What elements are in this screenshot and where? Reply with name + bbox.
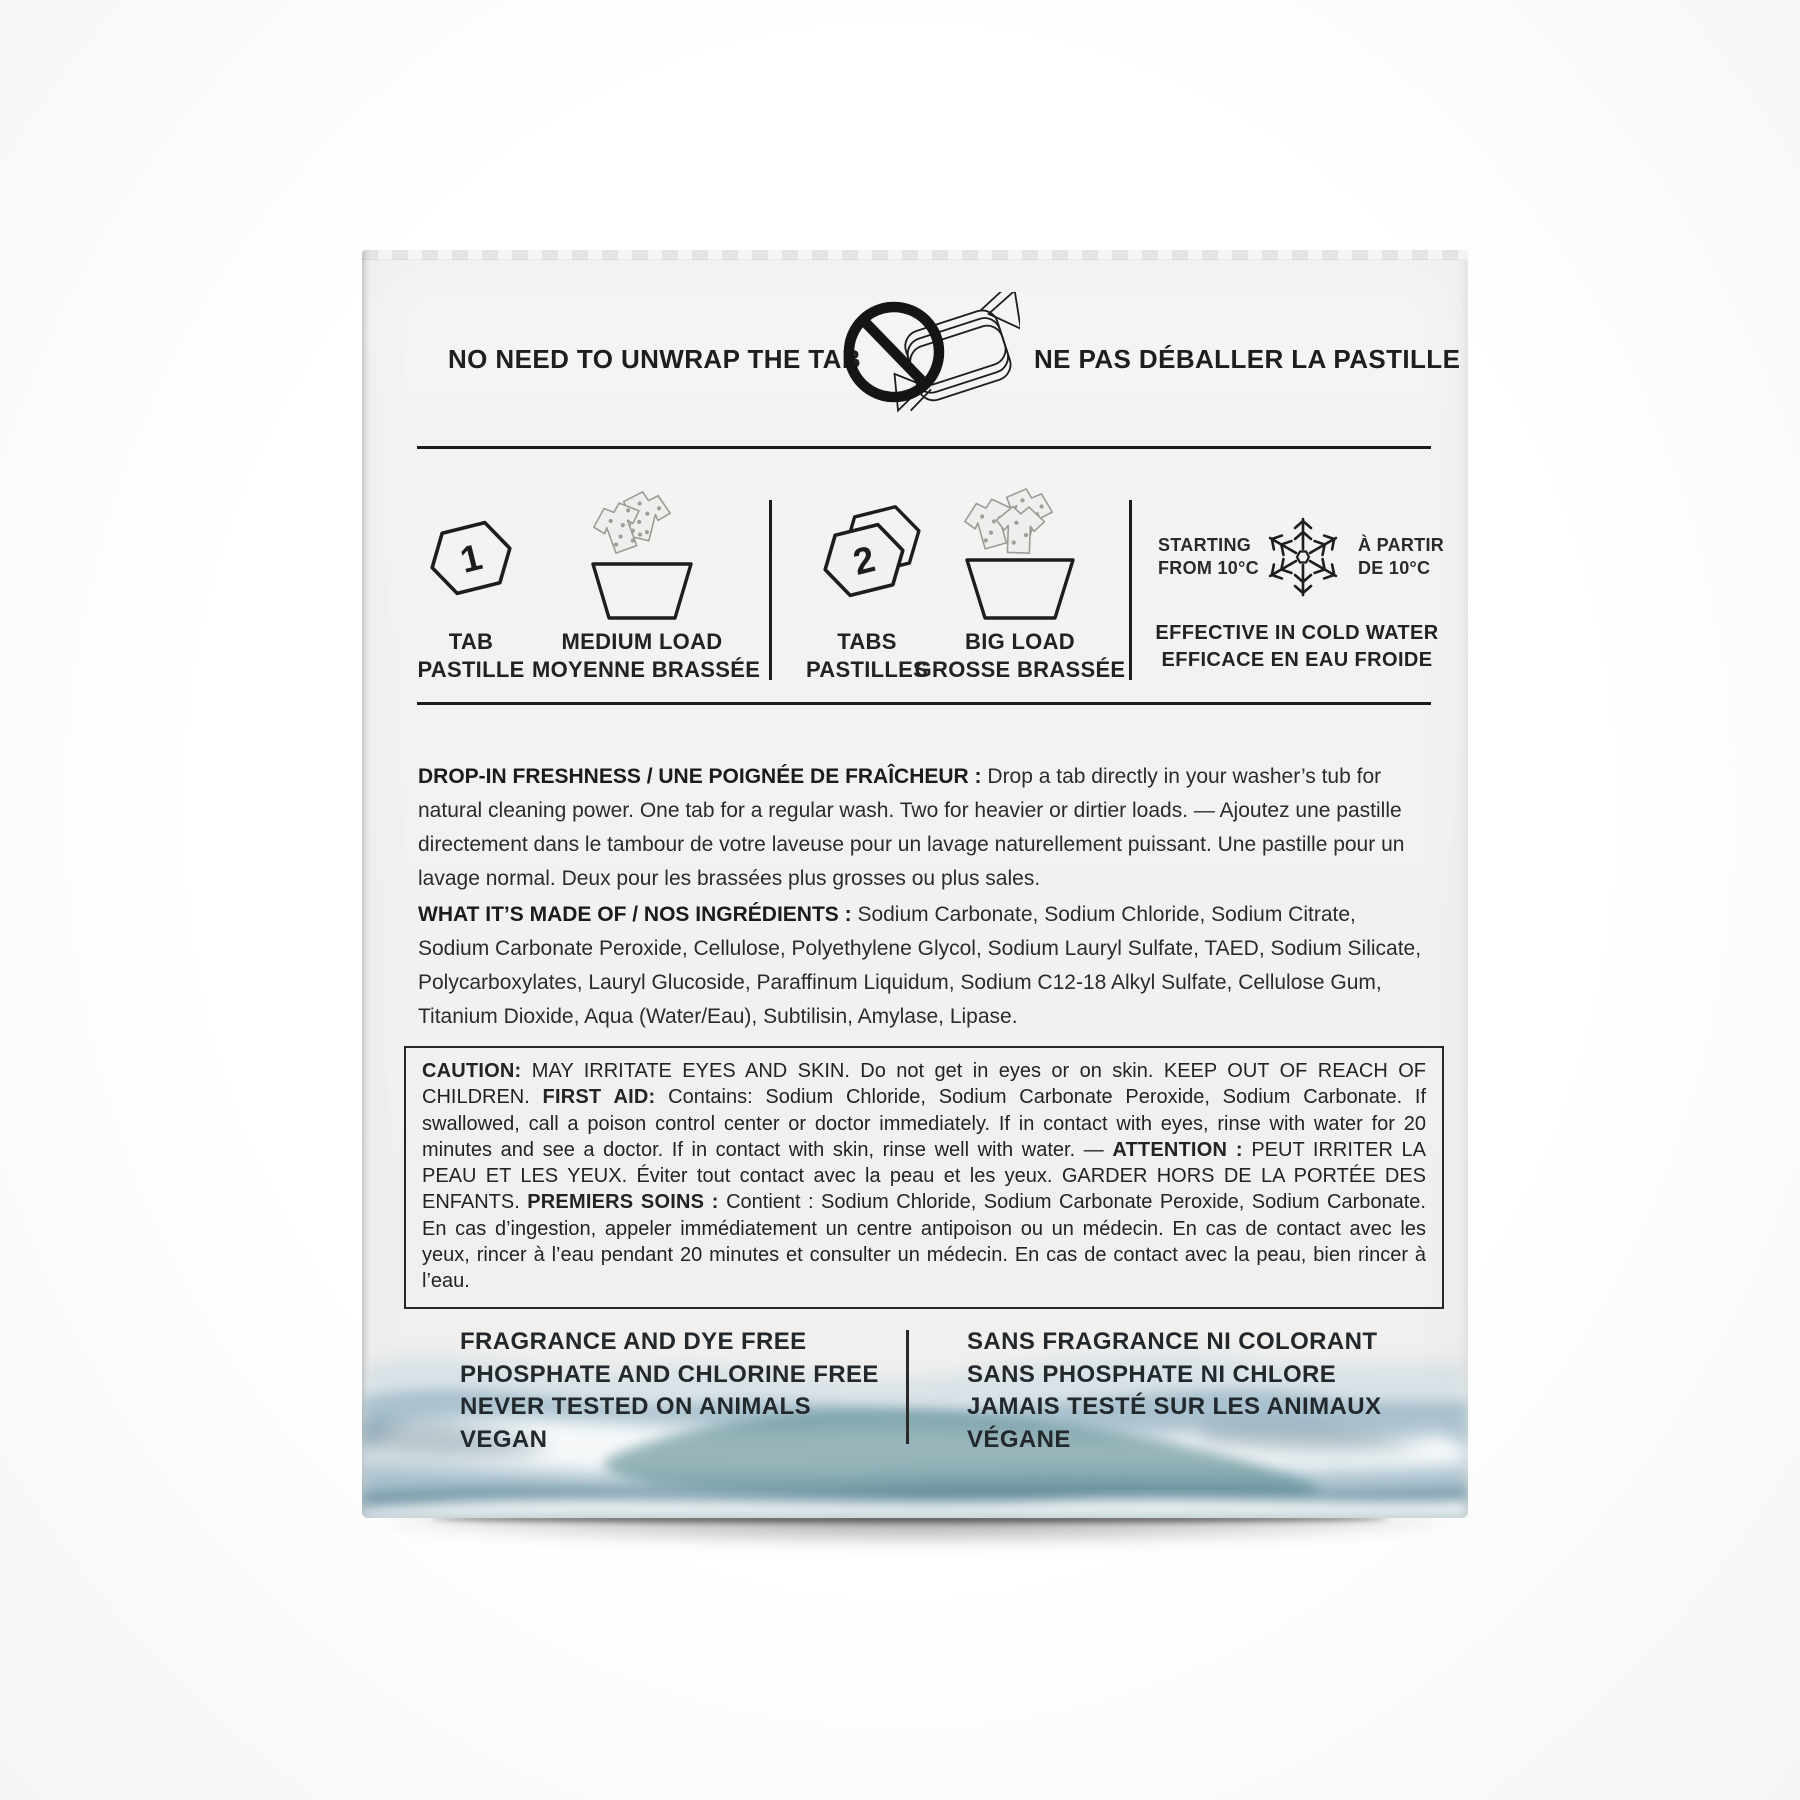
label-cold-water: EFFECTIVE IN COLD WATER EFFICACE EN EAU FROIDE (1155, 622, 1439, 671)
claims-list-en (460, 1326, 879, 1456)
ingredients-paragraph: WHAT IT’S MADE OF / NOS INGRÉDIENTS : Sodium Carbonate, Sodium Chloride, Sodium Citrate, Sodium Carbonate Peroxide, Cellulose, Polyethylene Glycol, Sodium Lauryl Sulfate, TAED, Sodium Silicate, Polycarboxylates, Lauryl Glucoside, Paraffinum Liquidum, Sodium C12-18 Alkyl Sulfate, Cellulose Gum, Titanium Dioxide, Aqua (Water/Eau), Subtilisin, Amylase, Lipase. (418, 903, 1422, 1028)
detergent-box-back-panel (362, 250, 1468, 1518)
claim-item: VEGAN (460, 1425, 548, 1453)
claims-divider (906, 1330, 909, 1444)
cold-water-partir-label: À PARTIR DE 10°C (1358, 535, 1445, 578)
claim-item: FRAGRANCE AND DYE FREE (460, 1328, 807, 1355)
tab-count-2: 2 (849, 538, 880, 583)
claims-list-fr (967, 1326, 1381, 1456)
box-top-serrated-edge (362, 250, 1468, 260)
ingredients-heading: WHAT IT’S MADE OF / NOS INGRÉDIENTS : (418, 903, 852, 926)
tab-count-1: 1 (456, 536, 487, 581)
header-title-en: NO NEED TO UNWRAP THE TAB (448, 344, 862, 374)
claim-item: SANS PHOSPHATE NI CHLORE (967, 1360, 1337, 1388)
label-big-load: BIG LOAD GROSSE BRASSÉE (914, 629, 1126, 682)
claim-item: VÉGANE (967, 1425, 1071, 1453)
divider-rule-top (417, 446, 1431, 449)
label-tabs: TABS PASTILLES (805, 629, 929, 682)
snowflake-icon (1260, 514, 1346, 605)
claim-item: PHOSPHATE AND CHLORINE FREE (460, 1360, 879, 1388)
label-medium-load: MEDIUM LOAD MOYENNE BRASSÉE (532, 629, 761, 682)
cold-water-starting-label: STARTING FROM 10°C (1158, 535, 1259, 578)
big-load-basket-icon (953, 480, 1087, 627)
two-tabs-hexagon-icon (810, 498, 926, 611)
one-tab-hexagon-icon (425, 512, 517, 609)
header-title-fr: NE PAS DÉBALLER LA PASTILLE (1034, 344, 1461, 374)
claim-item: JAMAIS TESTÉ SUR LES ANIMAUX (967, 1393, 1382, 1420)
freshness-paragraph: DROP-IN FRESHNESS / UNE POIGNÉE DE FRAÎCHEUR : Drop a tab directly in your washer’s tub for natural cleaning power. One tab for a regular wash. Two for heavier or dirtier loads. — Ajoutez une pastille directement dans le tambour de votre laveuse pour un lavage naturellement puissant. Une pastille pour un lavage normal. Deux pour les brassées plus grosses ou plus sales. (418, 765, 1405, 890)
claim-item: SANS FRAGRANCE NI COLORANT (967, 1328, 1378, 1355)
claim-item: NEVER TESTED ON ANIMALS (460, 1393, 812, 1420)
label-tab: TAB PASTILLE (417, 629, 525, 682)
freshness-heading: DROP-IN FRESHNESS / UNE POIGNÉE DE FRAÎCHEUR : (418, 765, 982, 788)
caution-box: CAUTION: MAY IRRITATE EYES AND SKIN. Do not get in eyes or on skin. KEEP OUT OF REACH OF CHILDREN. FIRST AID: Contains: Sodium Chloride, Sodium Carbonate Peroxide, Sodium Carbonate. If swallowed, call a poison control center or doctor immediately. If in contact with eyes, rinse with water for 20 minutes and see a doctor. If in contact with skin, rinse well with water. — ATTENTION : PEUT IRRITER LA PEAU ET LES YEUX. Éviter tout contact avec la peau et les yeux. GARDER HORS DE LA PORTÉE DES ENFANTS. PREMIERS SOINS : Contient : Sodium Chloride, Sodium Carbonate Peroxide, Sodium Carbonate. En cas d’ingestion, appeler immédiatement un centre antipoison ou un médecin. En cas de contact avec les yeux, rincer à l’eau pendant 20 minutes et consulter un médecin. En cas de contact avec la peau, bien rincer à l’eau. (404, 1046, 1444, 1309)
divider-rule-bottom (417, 702, 1431, 705)
medium-load-basket-icon (575, 480, 709, 627)
no-unwrap-tab-icon (840, 292, 1020, 414)
